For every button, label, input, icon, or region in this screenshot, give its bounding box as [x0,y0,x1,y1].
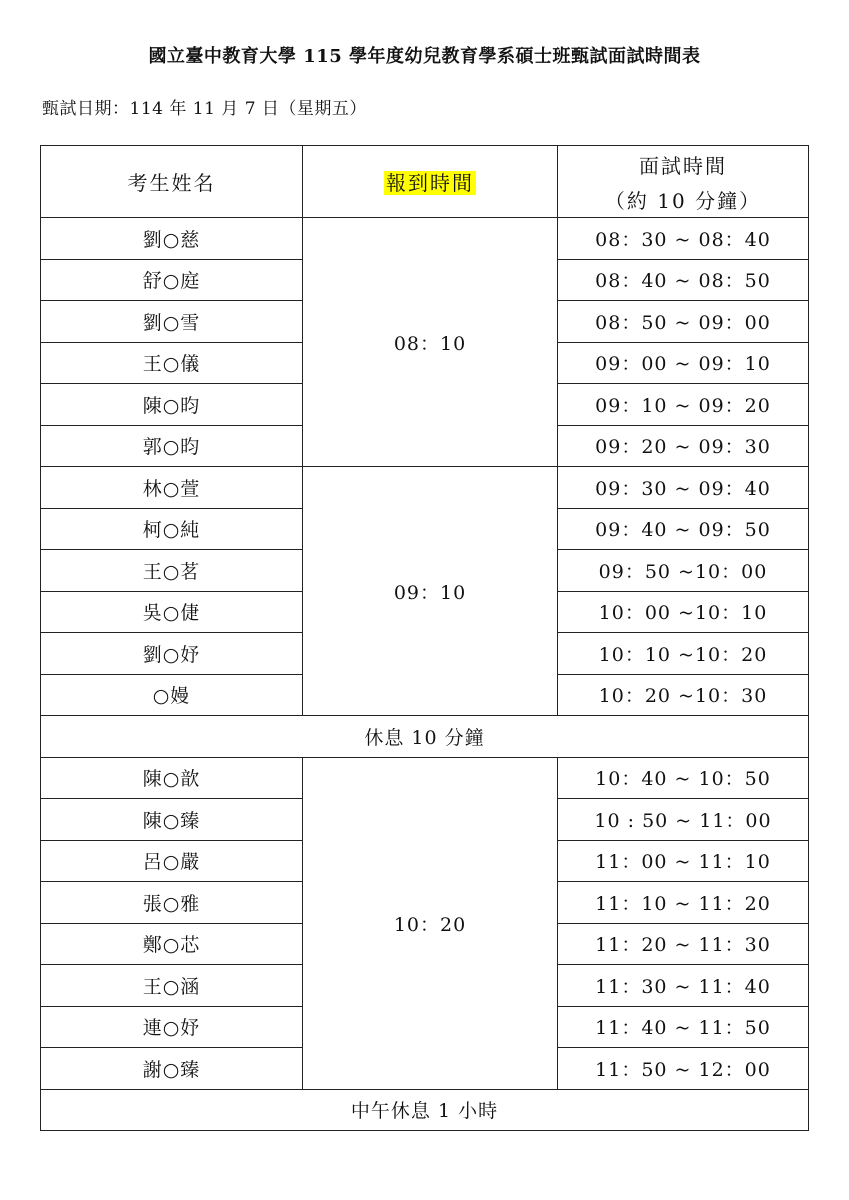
table-row [41,467,809,509]
candidate-name: 王○儀 [41,342,303,384]
break-row [41,1089,809,1131]
candidate-name: 劉○慈 [41,218,303,260]
interview-time: 09：50 ~10：00 [558,550,809,592]
candidate-name: 張○雅 [41,882,303,924]
interview-time: 11：00 ~ 11：10 [558,840,809,882]
candidate-name: 陳○歆 [41,757,303,799]
checkin-time: 08：10 [303,218,558,467]
candidate-name: 吳○倢 [41,591,303,633]
table-row [41,757,809,799]
candidate-name: 劉○妤 [41,633,303,675]
candidate-name: 呂○嚴 [41,840,303,882]
candidate-name: 鄭○芯 [41,923,303,965]
break-row [41,716,809,758]
candidate-name: 陳○昀 [41,384,303,426]
interview-time: 08：30 ~ 08：40 [558,218,809,260]
interview-time: 09：10 ~ 09：20 [558,384,809,426]
header-checkin-time [303,146,558,218]
interview-time: 11：30 ~ 11：40 [558,965,809,1007]
interview-time: 11：20 ~ 11：30 [558,923,809,965]
interview-time: 10：00 ~10：10 [558,591,809,633]
page-title: 國立臺中教育大學 115 學年度幼兒教育學系碩士班甄試面試時間表 [148,46,701,67]
interview-time: 09：20 ~ 09：30 [558,425,809,467]
header-interview-duration: （約 10 分鐘） [604,188,762,213]
exam-date: 甄試日期：114 年 11 月 7 日（星期五） [42,99,367,119]
interview-time: 11：40 ~ 11：50 [558,1006,809,1048]
candidate-name: 王○涵 [41,965,303,1007]
candidate-name: 郭○昀 [41,425,303,467]
interview-time: 08：50 ~ 09：00 [558,301,809,343]
candidate-name: 王○茗 [41,550,303,592]
candidate-name: 劉○雪 [41,301,303,343]
candidate-name: 連○妤 [41,1006,303,1048]
interview-time: 10 : 50 ~ 11：00 [558,799,809,841]
interview-time: 09：40 ~ 09：50 [558,508,809,550]
interview-time: 10：10 ~10：20 [558,633,809,675]
interview-time: 09：00 ~ 09：10 [558,342,809,384]
candidate-name: ○嫚 [41,674,303,716]
checkin-time: 10：20 [303,757,558,1089]
interview-time: 11：50 ~ 12：00 [558,1048,809,1090]
table-row [41,218,809,260]
interview-time: 08：40 ~ 08：50 [558,259,809,301]
candidate-name: 柯○純 [41,508,303,550]
interview-time: 10：20 ~10：30 [558,674,809,716]
interview-time: 09：30 ~ 09：40 [558,467,809,509]
candidate-name: 舒○庭 [41,259,303,301]
table-header-row [41,146,809,218]
header-candidate-name: 考生姓名 [41,146,303,218]
lunch-break-label: 中午休息 1 小時 [41,1089,809,1131]
interview-schedule-table [40,145,809,1131]
interview-time: 11：10 ~ 11：20 [558,882,809,924]
candidate-name: 謝○臻 [41,1048,303,1090]
candidate-name: 林○萱 [41,467,303,509]
candidate-name: 陳○臻 [41,799,303,841]
interview-time: 10：40 ~ 10：50 [558,757,809,799]
header-interview-label: 面試時間 [639,153,727,178]
header-interview-time [558,146,809,218]
checkin-time: 09：10 [303,467,558,716]
break-label: 休息 10 分鐘 [41,716,809,758]
header-checkin-label: 報到時間 [386,171,474,195]
